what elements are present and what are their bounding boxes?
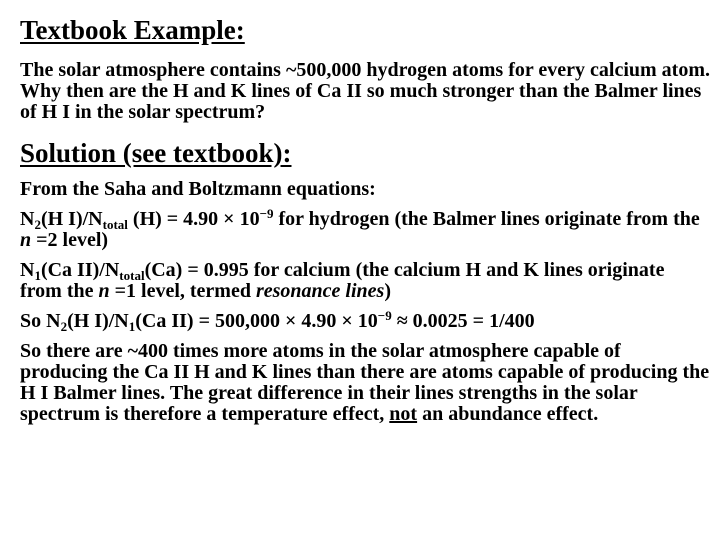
ratio-prefix: So N — [20, 310, 61, 332]
calcium-n-subscript: 1 — [34, 268, 41, 283]
resonance-lines-term: resonance lines — [255, 280, 385, 302]
calcium-description: (Ca) = 0.995 for calcium (the calcium H and K lines originate from the — [20, 259, 665, 302]
calcium-n-variable: n — [98, 280, 110, 302]
conclusion-end: an abundance effect. — [417, 403, 599, 425]
example-heading: Textbook Example: — [20, 15, 245, 45]
example-question: The solar atmosphere contains ~500,000 hydrogen atoms for every calcium atom. Why then are the H and K lines of Ca II so much stronger than the Balmer lines of H I in the solar spectrum? — [20, 59, 710, 123]
hydrogen-exponent: −9 — [259, 206, 274, 221]
solution-heading: Solution (see textbook): — [20, 138, 292, 168]
ratio-equation — [20, 308, 710, 334]
calcium-species: (Ca II)/N — [40, 259, 120, 281]
solution-intro: From the Saha and Boltzmann equations: — [20, 178, 376, 200]
conclusion-emphasis: not — [389, 403, 418, 425]
hydrogen-n-subscript: 2 — [34, 217, 41, 232]
hydrogen-value: (H) = 4.90 × 10 — [127, 208, 260, 230]
hydrogen-description: for hydrogen (the Balmer lines originate from the — [273, 208, 700, 230]
calcium-close-paren: ) — [384, 280, 391, 302]
ratio-result: ≈ 0.0025 = 1/400 — [391, 310, 535, 332]
ratio-product: (Ca II) = 500,000 × 4.90 × 10 — [135, 310, 378, 332]
ratio-subscript-1: 2 — [60, 319, 68, 334]
calcium-total-subscript: total — [119, 268, 145, 283]
calcium-level: =1 level, termed — [109, 280, 256, 302]
hydrogen-level: =2 level) — [31, 229, 109, 251]
hydrogen-n-symbol: N — [20, 208, 35, 230]
ratio-subscript-2: 1 — [128, 319, 136, 334]
ratio-mid: (H I)/N — [67, 310, 129, 332]
conclusion-text: So there are ~400 times more atoms in the solar atmosphere capable of producing the Ca II H and K lines than there are atoms capable of producing the H I Balmer lines. The great difference in their lines strengths in the solar spectrum is therefore a temperature effect, — [20, 340, 710, 425]
slide-content — [20, 14, 710, 434]
conclusion-paragraph — [20, 341, 710, 425]
hydrogen-species: (H I)/N — [40, 208, 103, 230]
hydrogen-total-subscript: total — [102, 217, 128, 232]
calcium-equation — [20, 260, 710, 302]
hydrogen-equation — [20, 206, 710, 251]
hydrogen-n-variable: n — [20, 229, 32, 251]
ratio-exponent: −9 — [377, 308, 392, 323]
calcium-n-symbol: N — [20, 259, 35, 281]
